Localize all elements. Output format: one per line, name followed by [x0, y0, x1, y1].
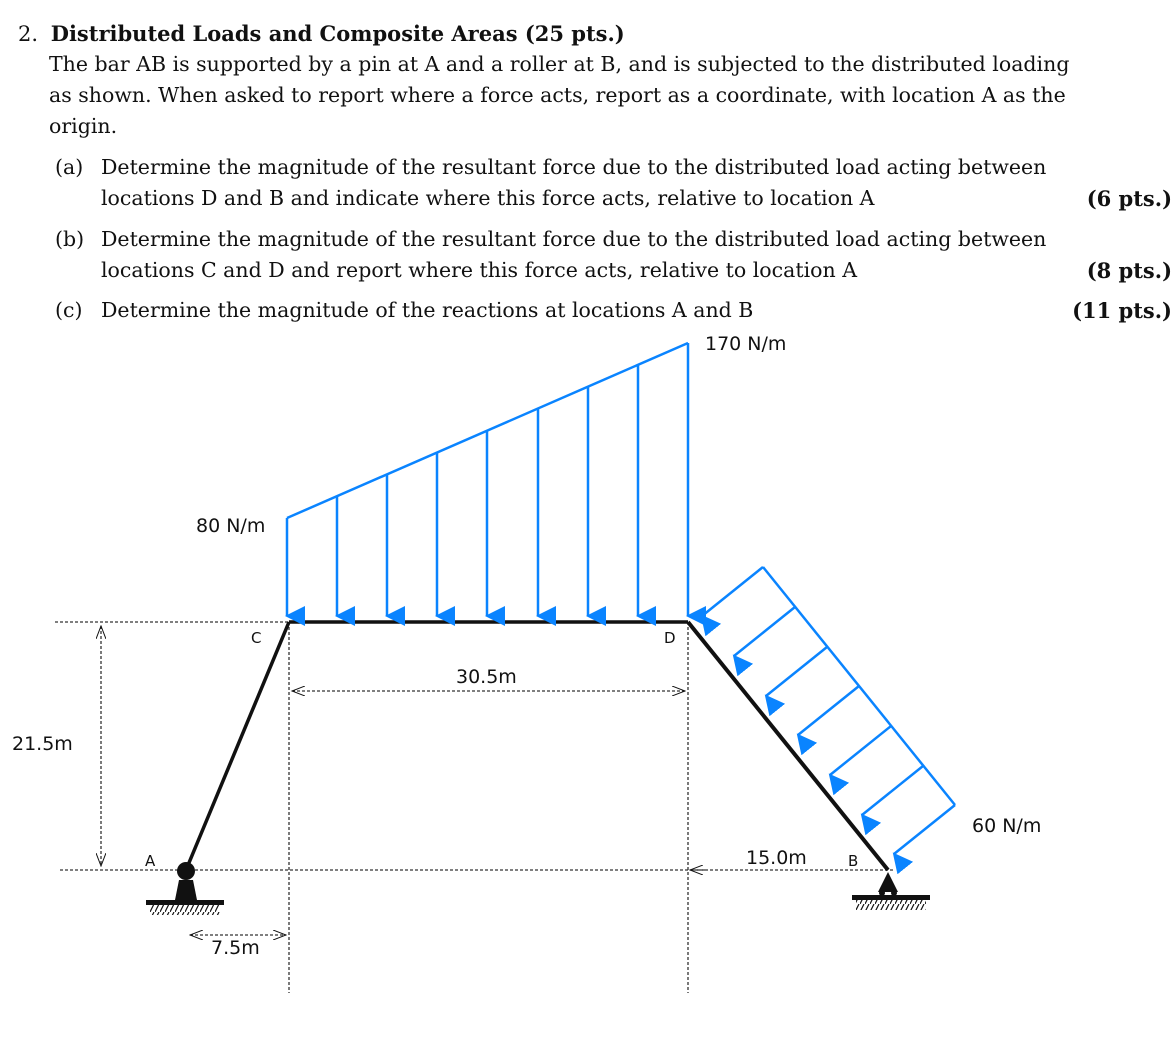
pin-base-a [146, 900, 224, 905]
member-db [688, 622, 888, 870]
part-b-text: Determine the magnitude of the resultant force due to the distributed load acting between locations C and D and report where this force acts, relative to location A [101, 227, 1047, 282]
load-db-arrow [798, 686, 859, 735]
problem-number: 2. [18, 22, 39, 46]
part-a-label: (a) [55, 155, 84, 179]
roller-support-b [852, 872, 930, 910]
part-c-points: (11 pts.) [1072, 298, 1172, 323]
load-db-arrow [734, 607, 795, 656]
distributed-load-cd [287, 343, 688, 616]
problem-intro: The bar AB is supported by a pin at A and a roller at B, and is subjected to the distributed loading as shown. When asked to report where a force acts, report as a coordinate, with location A as the origin. [49, 52, 1070, 138]
load-db-arrow [894, 805, 955, 854]
load-left-label: 80 N/m [196, 515, 266, 537]
distributed-load-db [702, 567, 955, 854]
point-d-label: D [664, 629, 676, 647]
point-c-label: C [251, 629, 262, 647]
point-b-label: B [848, 852, 859, 870]
load-incline-label: 60 N/m [972, 815, 1042, 837]
roller-body-b [878, 872, 898, 892]
part-c-label: (c) [55, 298, 83, 322]
part-b-label: (b) [55, 227, 85, 251]
load-db-arrow [766, 647, 827, 696]
part-c-text: Determine the magnitude of the reactions at locations A and B [101, 298, 754, 322]
pin-body-a [175, 880, 197, 900]
right-span-label: 15.0m [746, 847, 807, 869]
part-a-text: Determine the magnitude of the resultant force due to the distributed load acting between locations D and B and indicate where this force acts, relative to location A [101, 155, 1047, 210]
load-db-arrow [862, 766, 923, 815]
pin-ground-hatch-a [150, 905, 220, 915]
part-b-points: (8 pts.) [1086, 258, 1172, 283]
left-offset-label: 7.5m [211, 937, 260, 959]
point-a-label: A [145, 852, 156, 870]
height-dimension-label: 21.5m [12, 733, 73, 755]
roller-ground-hatch-b [856, 900, 926, 910]
part-a-points: (6 pts.) [1086, 186, 1172, 211]
pin-joint-a [177, 862, 195, 880]
problem-title: Distributed Loads and Composite Areas (25 pts.) [50, 21, 625, 46]
top-span-label: 30.5m [456, 666, 517, 688]
structure-members [186, 622, 888, 870]
roller-base-b [852, 895, 930, 900]
load-right-label: 170 N/m [705, 333, 787, 355]
load-db-arrow [830, 726, 891, 775]
member-ac [186, 622, 289, 870]
load-db-arrow [702, 567, 763, 616]
